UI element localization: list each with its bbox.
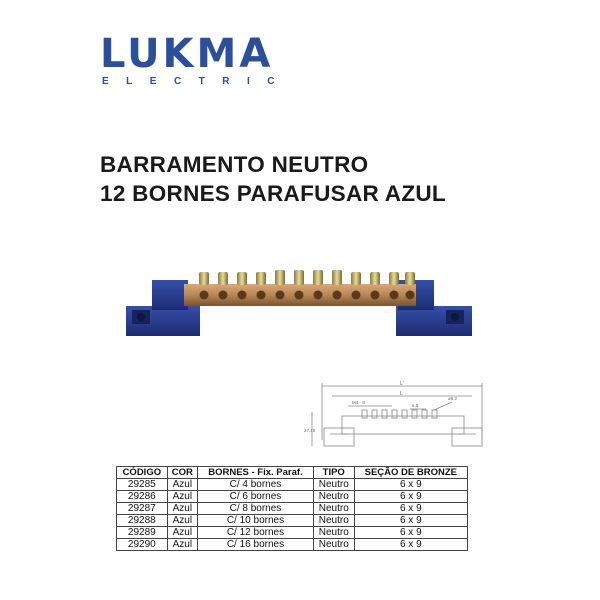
table-row xyxy=(117,527,468,539)
cell-tipo: Neutro xyxy=(313,527,354,539)
table-row xyxy=(117,515,468,527)
cell-codigo: 29287 xyxy=(117,503,168,515)
spec-table xyxy=(116,466,468,551)
cell-tipo: Neutro xyxy=(313,539,354,551)
cell-cor: Azul xyxy=(167,527,197,539)
product-title xyxy=(100,150,446,208)
cell-secao: 6 x 9 xyxy=(354,515,467,527)
cell-codigo: 29285 xyxy=(117,479,168,491)
cell-tipo: Neutro xyxy=(313,479,354,491)
cell-codigo: 29290 xyxy=(117,539,168,551)
dim-pitch: 6,5 xyxy=(412,403,419,408)
table-row xyxy=(117,491,468,503)
table-row xyxy=(117,479,468,491)
cell-bornes: C/ 12 bornes xyxy=(198,527,314,539)
cell-codigo: 29286 xyxy=(117,491,168,503)
dim-thread: M4 - 8 xyxy=(352,400,365,405)
header-secao: SEÇÃO DE BRONZE xyxy=(354,467,467,479)
cell-secao: 6 x 9 xyxy=(354,491,467,503)
cell-cor: Azul xyxy=(167,539,197,551)
table-header-row xyxy=(117,467,468,479)
table-row xyxy=(117,539,468,551)
cell-codigo: 29288 xyxy=(117,515,168,527)
header-tipo: TIPO xyxy=(313,467,354,479)
dim-l-prime: L' xyxy=(400,381,404,387)
cell-bornes: C/ 4 bornes xyxy=(198,479,314,491)
cell-cor: Azul xyxy=(167,491,197,503)
cell-secao: 6 x 9 xyxy=(354,479,467,491)
cell-bornes: C/ 10 bornes xyxy=(198,515,314,527)
brand-tagline: ELECTRIC xyxy=(102,76,292,87)
cell-tipo: Neutro xyxy=(313,503,354,515)
dim-height: 27,15 xyxy=(304,428,316,433)
product-title-line-1: BARRAMENTO NEUTRO xyxy=(100,152,369,177)
product-image xyxy=(124,264,476,340)
cell-secao: 6 x 9 xyxy=(354,503,467,515)
cell-bornes: C/ 8 bornes xyxy=(198,503,314,515)
cell-tipo: Neutro xyxy=(313,515,354,527)
dim-l: L xyxy=(400,391,403,397)
cell-tipo: Neutro xyxy=(313,491,354,503)
cell-codigo: 29289 xyxy=(117,527,168,539)
terminal-screws xyxy=(199,270,415,285)
brand-logo xyxy=(100,31,322,87)
dim-hole: ø5,2 xyxy=(448,396,458,401)
cell-secao: 6 x 9 xyxy=(354,527,467,539)
brand-name: LUKMA xyxy=(100,31,274,77)
technical-drawing xyxy=(302,380,492,454)
cell-cor: Azul xyxy=(167,515,197,527)
cell-bornes: C/ 6 bornes xyxy=(198,491,314,503)
header-bornes: BORNES - Fix. Paraf. xyxy=(198,467,314,479)
table-row xyxy=(117,503,468,515)
cell-bornes: C/ 16 bornes xyxy=(198,539,314,551)
cell-cor: Azul xyxy=(167,503,197,515)
product-title-line-2: 12 BORNES PARAFUSAR AZUL xyxy=(100,181,446,206)
header-codigo: CÓDIGO xyxy=(117,467,168,479)
header-cor: COR xyxy=(167,467,197,479)
cell-cor: Azul xyxy=(167,479,197,491)
cell-secao: 6 x 9 xyxy=(354,539,467,551)
